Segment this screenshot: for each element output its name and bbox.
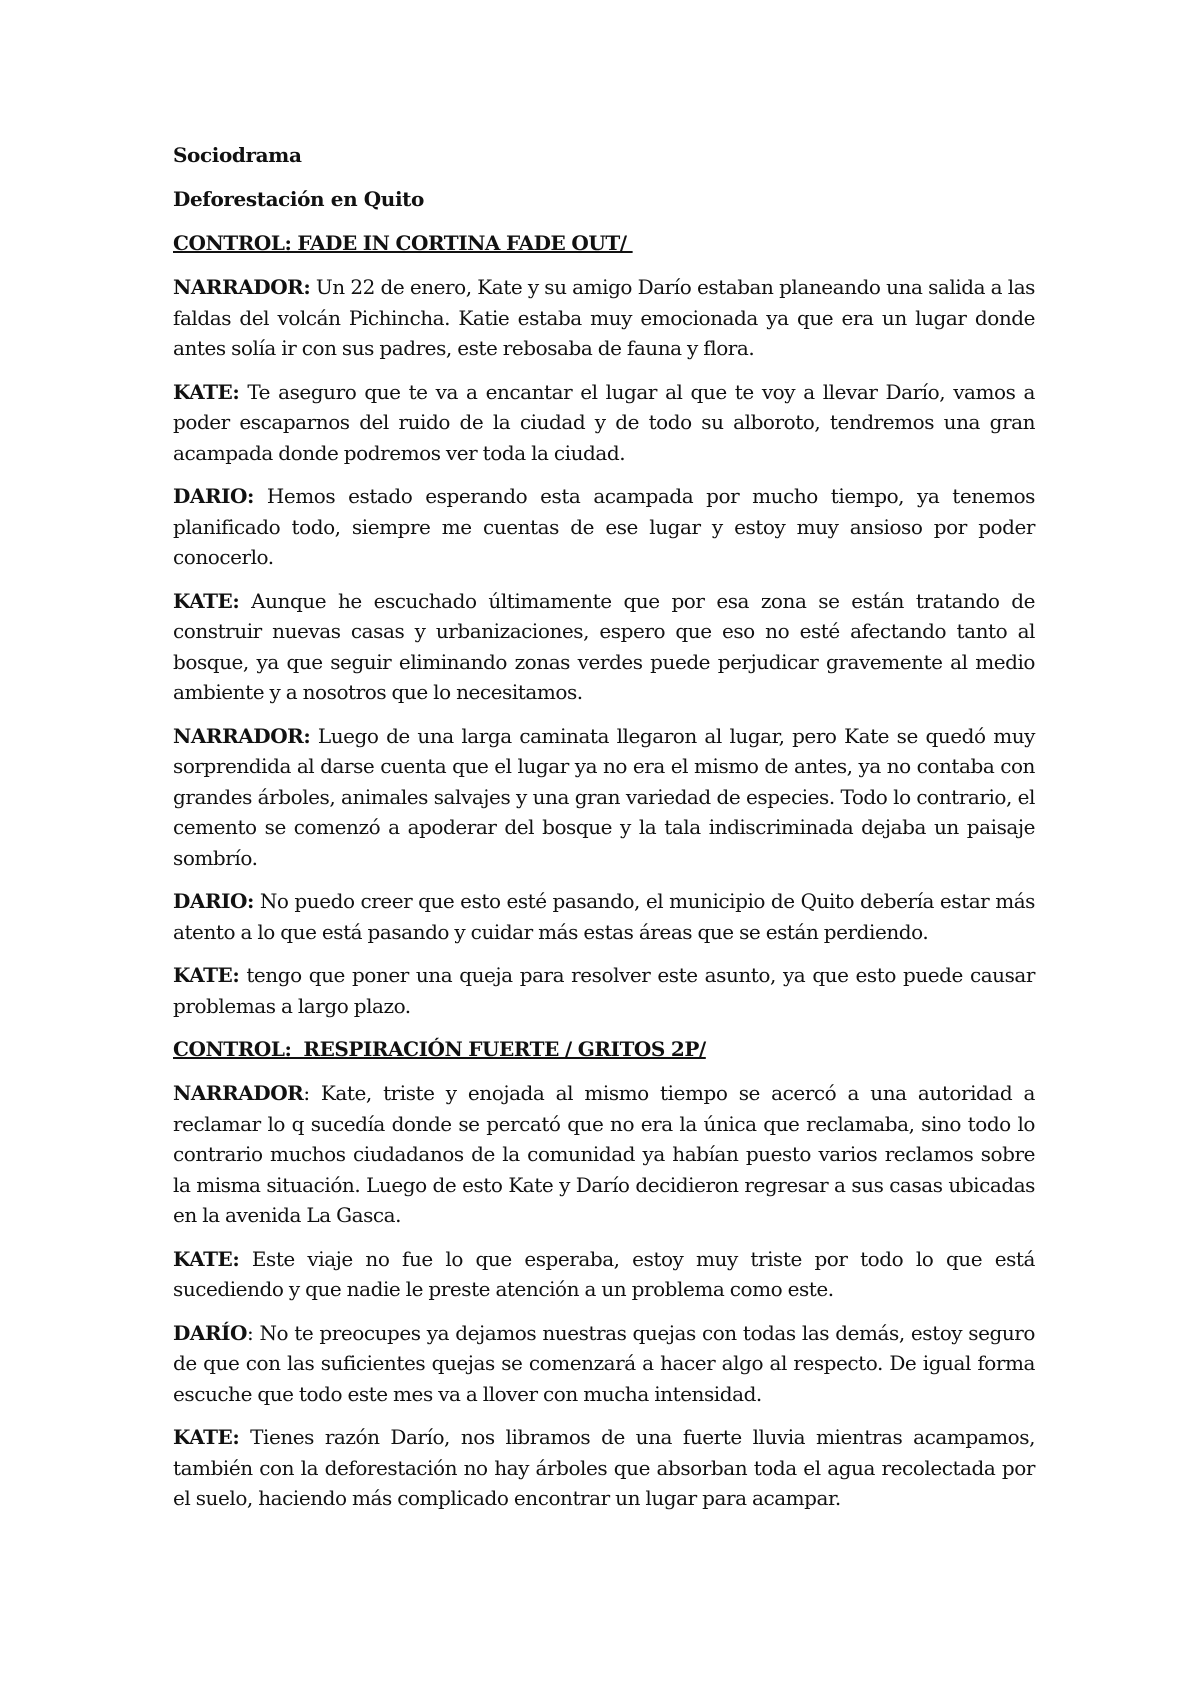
dialogue-text: Te aseguro que te va a encantar el lugar al que te voy a llevar Darío, vamos a poder escaparnos del ruido de la ciudad y de todo su alboroto, tendremos una gran acampada donde podremos ver toda la ciudad. <box>173 379 1035 465</box>
speaker-label: KATE: <box>173 1246 240 1271</box>
dialogue-text: tengo que poner una queja para resolver este asunto, ya que esto puede causar problemas a largo plazo. <box>173 963 1035 1018</box>
dialogue-text: Aunque he escuchado últimamente que por esa zona se están tratando de construir nuevas casas y urbanizaciones, espero que eso no esté afectando tanto al bosque, ya que seguir eliminando zonas verdes puede perjudicar gravemente al medio ambiente y a nosotros que lo necesitamos. <box>173 588 1035 704</box>
speaker-label: KATE: <box>173 588 240 613</box>
dialogue-text: No puedo creer que esto esté pasando, el municipio de Quito debería estar más atento a lo que está pasando y cuidar más estas áreas que se están perdiendo. <box>173 889 1035 944</box>
speaker-label: NARRADOR: <box>173 275 311 299</box>
dialogue-text: Tienes razón Darío, nos libramos de una fuerte lluvia mientras acampamos, también con la deforestación no hay árboles que absorban toda el agua recolectada por el suelo, haciendo más complicado encontrar un lugar para acampar. <box>173 1425 1035 1510</box>
document-page <box>173 140 1035 1527</box>
speaker-label: KATE: <box>173 379 240 404</box>
document-title: Sociodrama <box>173 143 302 167</box>
control-cue: CONTROL: RESPIRACIÓN FUERTE / GRITOS 2P/ <box>173 1037 706 1061</box>
dialogue-line <box>173 886 1035 947</box>
speaker-label: DARIO: <box>173 889 254 913</box>
dialogue-text: Hemos estado esperando esta acampada por mucho tiempo, ya tenemos planificado todo, siempre me cuentas de ese lugar y estoy muy ansioso por poder conocerlo. <box>173 484 1035 569</box>
dialogue-text: Este viaje no fue lo que esperaba, estoy muy triste por todo lo que está sucediendo y que nadie le preste atención a un problema como este. <box>173 1246 1035 1301</box>
dialogue-line <box>173 586 1035 708</box>
dialogue-line <box>173 1318 1035 1410</box>
dialogue-text: : No te preocupes ya dejamos nuestras quejas con todas las demás, estoy seguro de que con las suficientes quejas se comenzará a hacer algo al respecto. De igual forma escuche que todo este mes va a llover con mucha intensidad. <box>173 1320 1035 1406</box>
speaker-label: DARIO: <box>173 484 254 508</box>
dialogue-line <box>173 1422 1035 1514</box>
document-subtitle: Deforestación en Quito <box>173 187 424 211</box>
dialogue-line <box>173 721 1035 874</box>
dialogue-line <box>173 960 1035 1021</box>
control-cue: CONTROL: FADE IN CORTINA FADE OUT/ <box>173 231 633 255</box>
dialogue-line <box>173 1078 1035 1231</box>
dialogue-line <box>173 481 1035 573</box>
dialogue-text: Un 22 de enero, Kate y su amigo Darío estaban planeando una salida a las faldas del volcán Pichincha. Katie estaba muy emocionada ya que era un lugar donde antes solía ir con sus padres, este rebosaba de fauna y flora. <box>173 275 1035 360</box>
dialogue-text: Luego de una larga caminata llegaron al lugar, pero Kate se quedó muy sorprendida al darse cuenta que el lugar ya no era el mismo de antes, ya no contaba con grandes árboles, animales salvajes y una gran variedad de especies. Todo lo contrario, el cemento se comenzó a apoderar del bosque y la tala indiscriminada dejaba un paisaje sombrío. <box>173 723 1035 870</box>
dialogue-line <box>173 1244 1035 1305</box>
dialogue-text: : Kate, triste y enojada al mismo tiempo se acercó a una autoridad a reclamar lo q sucedía donde se percató que no era la única que reclamaba, sino todo lo contrario muchos ciudadanos de la comunidad ya habían puesto varios reclamos sobre la misma situación. Luego de esto Kate y Darío decidieron regresar a sus casas ubicadas en la avenida La Gasca. <box>173 1081 1035 1227</box>
speaker-label: NARRADOR: <box>173 723 311 748</box>
speaker-label: NARRADOR <box>173 1081 304 1105</box>
speaker-label: KATE: <box>173 1425 240 1449</box>
speaker-label: KATE: <box>173 963 240 987</box>
dialogue-line <box>173 377 1035 469</box>
dialogue-line <box>173 272 1035 364</box>
speaker-label: DARÍO <box>173 1320 248 1345</box>
